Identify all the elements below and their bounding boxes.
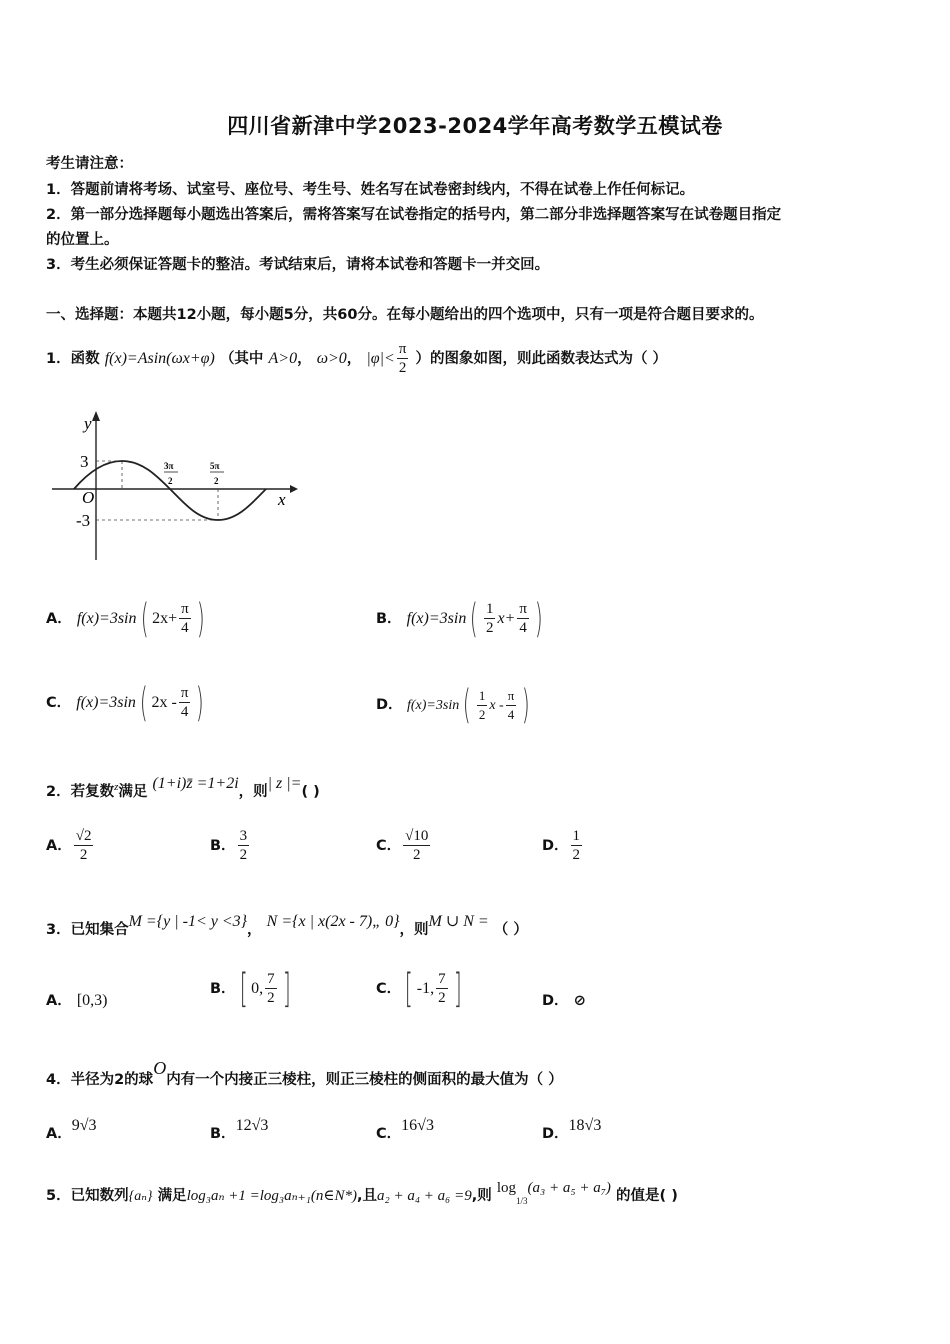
q5-tail: 的值是( ) [616,1188,678,1204]
question-1 [46,338,667,379]
notice-item-3: 3．考生必须保证答题卡的整洁。考试结束后，请将本试卷和答题卡一并交回。 [46,257,550,273]
q3-tail: （ ） [493,922,528,938]
q1-cond-phi: |φ|< [366,350,395,367]
q5-number: 5．已知数列 [46,1188,129,1204]
q2-number: 2．若复数 [46,784,115,800]
q2-tail: ( ) [301,784,320,800]
q3-option-c[interactable]: C．[ -1, $\frac{7}{2}$ ] [376,965,462,1012]
q5-sum: a₂ + a₄ + a₆ =9 [376,1188,472,1204]
q1-sep2: ， [346,351,362,367]
q5-log-arg: (a₃ + a₅ + a₇) [527,1180,611,1196]
question-2 [46,766,320,810]
tick1-den: 2 [168,476,173,486]
y-label: y [84,414,92,433]
q4-option-b[interactable]: B．12√3 [210,1117,269,1142]
q1-cond-omega: ω>0 [316,350,347,367]
tick2-den: 2 [214,476,219,486]
notice-item-2: 2．第一部分选择题每小题选出答案后，需将答案写在试卷指定的括号内，第二部分非选择题答案写在试卷题目指定 [46,207,782,223]
q1-option-c[interactable]: C． f(x)=3sin( 2x - $\frac{\pi}{4}$ ) [46,679,205,726]
q1-tail: ）的图象如图，则此函数表达式为（ ） [415,351,668,367]
q2-abs: | z |= [267,775,302,792]
x-label: x [278,490,286,509]
q1-option-b[interactable]: B． f(x)=3sin( $\frac{1}{2}$ x+ $\frac{\pi}{4}$ ) [376,595,543,642]
question-3: 3．已知集合M ={y | -1< y <3}， N ={x | x(2x - 7)„ 0}，则M ∪ N = （ ） [46,913,528,938]
q4-text-pre: 4．半径为2的球 [46,1072,154,1088]
q3-option-b[interactable]: B．[ 0, $\frac{7}{2}$ ] [210,965,291,1012]
q5-equation: log₃aₙ +1 =log₃aₙ₊₁(n∈N*) [186,1188,357,1204]
q2-option-c[interactable]: C． $\frac{√10}{2}$ [376,828,429,863]
q1-function: f(x)=Asin(ωx+φ) [104,350,215,367]
tick2-num: 5π [210,461,220,471]
q2-option-d[interactable]: D． $\frac{1}{2}$ [542,828,581,863]
question-5: 5．已知数列{aₙ} 满足log₃aₙ +1 =log₃aₙ₊₁(n∈N*),且a₂ + a₄ + a₆ =9,则 $\log_{1/3}(a_3 + a_5 + a_7)$ 的值是( ) [46,1180,678,1207]
y-axis-arrow [92,411,100,421]
q1-option-a[interactable]: A． f(x)=3sin( 2x+ $\frac{\pi}{4}$ ) [46,595,205,642]
q1-cond-frac: $\frac{\pi}{2}$ [398,341,407,376]
q3-expr: M ∪ N = [428,913,489,930]
page-title: 四川省新津中学2023-2024学年高考数学五模试卷 [227,114,723,138]
q3-option-d[interactable]: D． ⊘ [542,993,586,1009]
notice-item-2-cont: 的位置上。 [46,232,119,248]
notice-item-1: 1．答题前请将考场、试室号、座位号、考生号、姓名写在试卷密封线内，不得在试卷上作任何标记。 [46,182,695,198]
question-4 [46,1048,563,1100]
q2-mid2: ，则 [238,784,268,800]
q4-option-c[interactable]: C．16√3 [376,1117,434,1142]
q2-option-a[interactable]: A． $\frac{√2}{2}$ [46,828,92,863]
q5-sequence: {aₙ} [128,1189,153,1204]
q1-sine-graph [50,405,300,565]
y-min-label: -3 [76,511,91,530]
q4-sphere-o: O [153,1058,167,1078]
q4-text-post: 内有一个内接正三棱柱，则正三棱柱的侧面积的最大值为（ ） [166,1072,563,1088]
q2-option-b[interactable]: B． $\frac{3}{2}$ [210,828,248,863]
q1-cond-a: A>0 [268,350,298,367]
notice-heading: 考生请注意： [46,156,133,172]
section-heading: 一、选择题：本题共12小题，每小题5分，共60分。在每小题给出的四个选项中，只有一项是符合题目要求的。 [46,307,764,323]
origin-label: O [82,488,95,507]
q5-log: log [496,1180,517,1196]
q1-sep1: ， [297,351,312,367]
q1-number: 1．函数 [46,351,100,367]
q5-log-base: 1/3 [516,1196,528,1207]
q2-z: z [114,781,119,793]
q3-set-m: M ={y | -1< y <3} [128,913,248,930]
y-max-label: 3 [80,452,89,471]
q1-cond-pre: （其中 [219,351,264,367]
x-axis-arrow [290,485,298,493]
q3-option-a[interactable]: A． [0,3) [46,992,108,1009]
tick1-num: 3π [164,461,174,471]
q1-option-d[interactable]: D． f(x)=3sin( $\frac{1}{2}$ x - $\frac{\pi}{4}$ ) [376,682,531,728]
q3-set-n: N ={x | x(2x - 7)„ 0} [266,913,400,930]
q2-mid: 满足 [118,784,148,800]
q2-equation: (1+i)z̄ =1+2i [152,775,239,792]
q4-option-a[interactable]: A．9√3 [46,1117,97,1142]
q3-number: 3．已知集合 [46,922,129,938]
q4-option-d[interactable]: D．18√3 [542,1117,602,1142]
